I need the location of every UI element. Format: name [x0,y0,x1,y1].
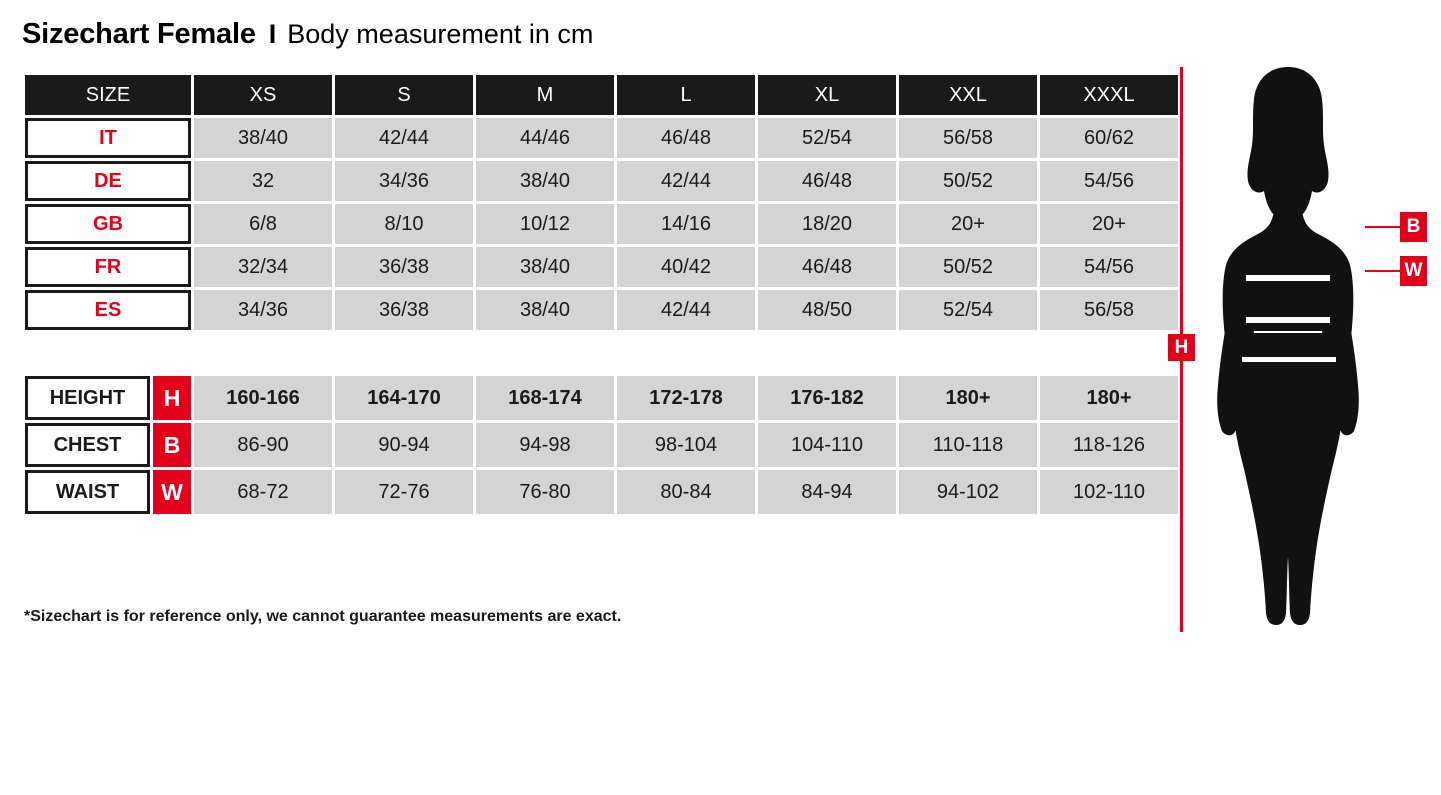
cell-waist-xs: 68-72 [194,470,332,514]
cell-chest-l: 98-104 [617,423,755,467]
cell-waist-l: 80-84 [617,470,755,514]
row-label-it: IT [25,118,191,158]
sizechart-table-wrap [22,72,1158,517]
cell-chest-xl: 104-110 [758,423,896,467]
cell-gb-xxxl: 20+ [1040,204,1178,244]
cell-gb-xl: 18/20 [758,204,896,244]
cell-gb-s: 8/10 [335,204,473,244]
page-title [22,18,593,51]
cell-es-m: 38/40 [476,290,614,330]
table-row [25,161,1178,201]
header-size-s: S [335,75,473,115]
cell-fr-xs: 32/34 [194,247,332,287]
cell-fr-m: 38/40 [476,247,614,287]
figure-waist-badge-icon: W [1400,256,1427,286]
row-label-gb: GB [25,204,191,244]
figure-area [1160,60,1441,640]
header-size-xs: XS [194,75,332,115]
row-label-es: ES [25,290,191,330]
cell-gb-xxl: 20+ [899,204,1037,244]
cell-de-xxxl: 54/56 [1040,161,1178,201]
cell-fr-xxl: 50/52 [899,247,1037,287]
cell-height-l: 172-178 [617,376,755,420]
table-row [25,376,1178,420]
cell-de-m: 38/40 [476,161,614,201]
cell-it-xxl: 56/58 [899,118,1037,158]
row-label-waist [25,470,191,514]
table-row [25,470,1178,514]
row-label-fr: FR [25,247,191,287]
table-row [25,247,1178,287]
table-spacer [25,333,1178,373]
cell-es-l: 42/44 [617,290,755,330]
header-size-label: SIZE [25,75,191,115]
cell-chest-m: 94-98 [476,423,614,467]
cell-it-xxxl: 60/62 [1040,118,1178,158]
header-size-xl: XL [758,75,896,115]
cell-gb-xs: 6/8 [194,204,332,244]
cell-es-xxxl: 56/58 [1040,290,1178,330]
cell-gb-l: 14/16 [617,204,755,244]
row-label-chest [25,423,191,467]
cell-waist-xxl: 94-102 [899,470,1037,514]
female-silhouette-icon [1208,65,1368,630]
cell-de-xl: 46/48 [758,161,896,201]
cell-es-xxl: 52/54 [899,290,1037,330]
figure-chest-badge-icon: B [1400,212,1427,242]
table-header-row [25,75,1178,115]
cell-fr-s: 36/38 [335,247,473,287]
cell-fr-xl: 46/48 [758,247,896,287]
cell-fr-l: 40/42 [617,247,755,287]
cell-it-xs: 38/40 [194,118,332,158]
row-label-de: DE [25,161,191,201]
table-row [25,118,1178,158]
header-size-xxl: XXL [899,75,1037,115]
row-label-height-text: HEIGHT [25,376,150,420]
row-label-height [25,376,191,420]
cell-es-s: 36/38 [335,290,473,330]
cell-chest-xs: 86-90 [194,423,332,467]
title-main: Sizechart Female [22,18,256,50]
cell-height-s: 164-170 [335,376,473,420]
title-subtitle: Body measurement in cm [287,19,594,49]
cell-fr-xxxl: 54/56 [1040,247,1178,287]
table-row [25,290,1178,330]
cell-it-s: 42/44 [335,118,473,158]
spacer-cell [25,333,1178,373]
cell-es-xl: 48/50 [758,290,896,330]
cell-height-xxl: 180+ [899,376,1037,420]
title-separator: I [268,19,277,49]
cell-height-xs: 160-166 [194,376,332,420]
row-label-chest-text: CHEST [25,423,150,467]
header-size-xxxl: XXXL [1040,75,1178,115]
chest-badge-icon: B [153,423,191,467]
cell-de-s: 34/36 [335,161,473,201]
cell-de-l: 42/44 [617,161,755,201]
waist-badge-icon: W [153,470,191,514]
cell-waist-s: 72-76 [335,470,473,514]
cell-waist-xxxl: 102-110 [1040,470,1178,514]
cell-de-xxl: 50/52 [899,161,1037,201]
cell-chest-s: 90-94 [335,423,473,467]
header-size-m: M [476,75,614,115]
cell-height-m: 168-174 [476,376,614,420]
cell-height-xl: 176-182 [758,376,896,420]
chest-leader-line [1365,226,1402,228]
cell-it-m: 44/46 [476,118,614,158]
cell-chest-xxl: 110-118 [899,423,1037,467]
cell-gb-m: 10/12 [476,204,614,244]
cell-waist-m: 76-80 [476,470,614,514]
cell-waist-xl: 84-94 [758,470,896,514]
height-badge-icon: H [153,376,191,420]
cell-it-xl: 52/54 [758,118,896,158]
cell-chest-xxxl: 118-126 [1040,423,1178,467]
header-size-l: L [617,75,755,115]
waist-leader-line [1365,270,1402,272]
cell-de-xs: 32 [194,161,332,201]
cell-it-l: 46/48 [617,118,755,158]
cell-es-xs: 34/36 [194,290,332,330]
table-row [25,204,1178,244]
cell-height-xxxl: 180+ [1040,376,1178,420]
table-row [25,423,1178,467]
footnote-text: *Sizechart is for reference only, we cannot guarantee measurements are exact. [24,608,622,625]
row-label-waist-text: WAIST [25,470,150,514]
figure-height-badge-icon: H [1168,334,1195,361]
sizechart-table [22,72,1181,517]
